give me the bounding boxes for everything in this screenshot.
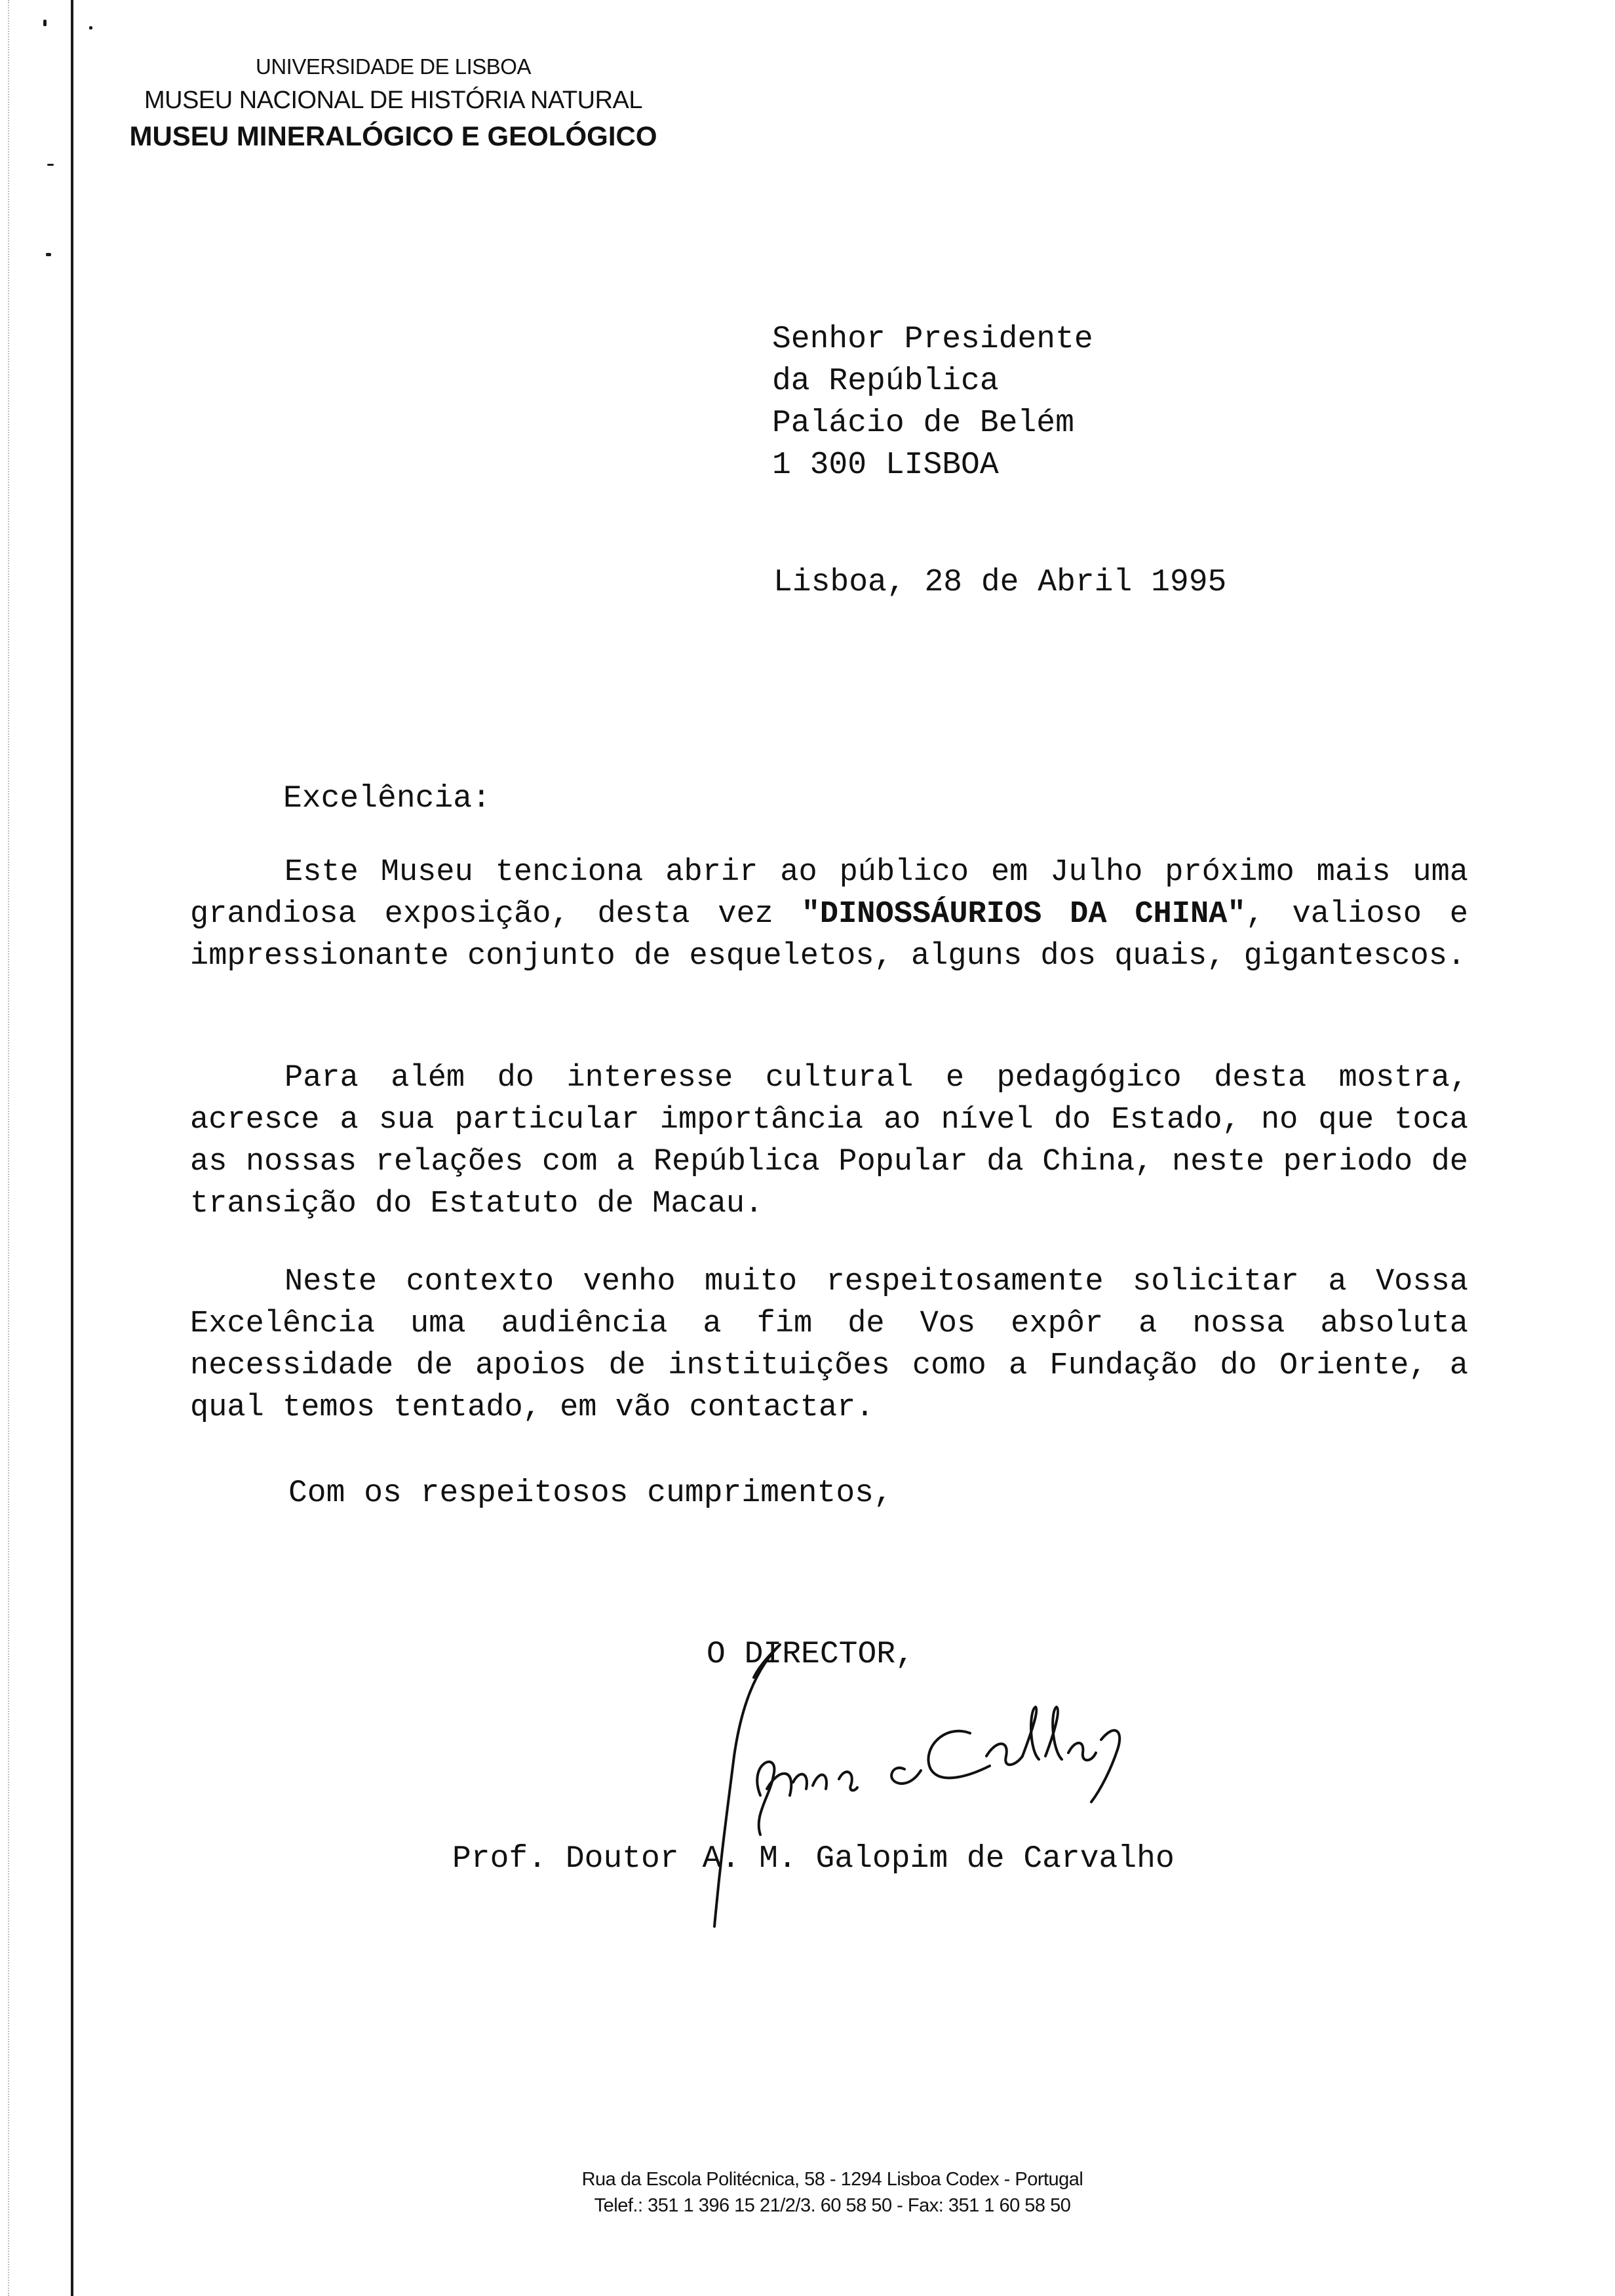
footer-address: Rua da Escola Politécnica, 58 - 1294 Lisboa Codex - Portugal	[581, 2169, 1083, 2190]
footer-contacts: Telef.: 351 1 396 15 21/2/3. 60 58 50 - Fax: 351 1 60 58 50	[594, 2195, 1071, 2216]
scan-speck	[43, 20, 47, 26]
recipient-line: Senhor Presidente	[772, 322, 1093, 357]
exhibition-title: "DINOSSÁURIOS DA CHINA"	[801, 897, 1246, 932]
body-paragraph-1	[190, 852, 1468, 978]
body-paragraph-3: Neste contexto venho muito respeitosamente solicitar a Vossa Excelência uma audiência a fim de Vos expôr a nossa absoluta necessidade de apoios de instituições como a Fundação do Oriente, a qual temos tentado, em vão contactar.	[190, 1265, 1468, 1425]
body-text: Este Museu tenciona abrir ao público em Julho próximo mais uma grandiosa exposição, desta vez	[190, 855, 1468, 932]
scan-margin-dots	[8, 0, 10, 2296]
handwritten-signature	[682, 1599, 1206, 1940]
recipient-line: da República	[772, 364, 999, 399]
scan-speck	[89, 26, 92, 29]
scan-speck	[47, 164, 54, 166]
letterhead	[92, 51, 695, 155]
signer-honorific: Prof. Doutor	[452, 1841, 679, 1877]
letter-date: Lisboa, 28 de Abril 1995	[773, 565, 1227, 600]
scan-speck	[46, 253, 51, 256]
body-text: , valioso e impressionante conjunto de esqueletos, alguns dos quais, gigantescos.	[190, 897, 1468, 974]
letterhead-footer	[459, 2166, 1206, 2219]
recipient-line: 1 300 LISBOA	[772, 448, 999, 483]
signer-full-name: A. M. Galopim de Carvalho	[702, 1841, 1175, 1877]
closing-line: Com os respeitosos cumprimentos,	[288, 1476, 893, 1511]
recipient-address	[772, 318, 1093, 486]
signer-name	[452, 1841, 1175, 1877]
binding-margin-line	[71, 0, 73, 2296]
body-paragraph-2: Para além do interesse cultural e pedagógico desta mostra, acresce a sua particular importância ao nível do Estado, no que toca as nossas relações com a República Popular da China, neste periodo de transição do Estatuto de Macau.	[190, 1061, 1468, 1221]
salutation: Excelência:	[283, 781, 491, 816]
letterhead-museum-national: MUSEU NACIONAL DE HISTÓRIA NATURAL	[144, 86, 642, 114]
letterhead-university: UNIVERSIDADE DE LISBOA	[256, 54, 531, 79]
recipient-line: Palácio de Belém	[772, 406, 1074, 441]
signatory-title: O DIRECTOR,	[707, 1637, 914, 1672]
letterhead-museum-department: MUSEU MINERALÓGICO E GEOLÓGICO	[129, 121, 657, 151]
